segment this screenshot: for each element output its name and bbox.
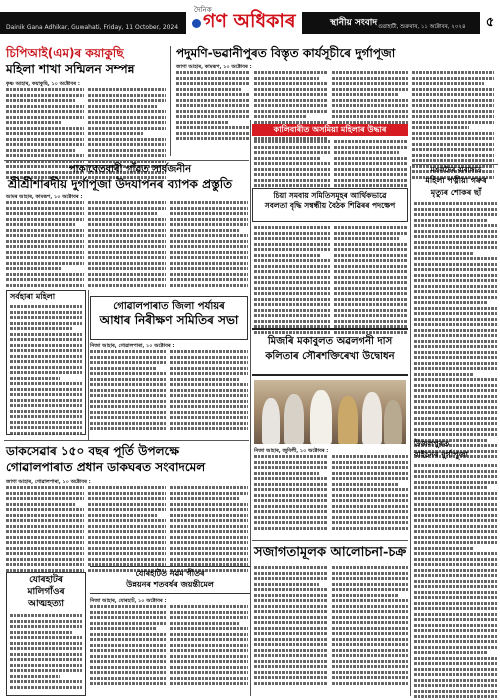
pathakbeda-body-col-1 <box>6 201 84 289</box>
tea-headline-2: সবলতা বৃদ্ধি সম্বন্ধীয় বৈঠক শিৱিৰৰ পদক্ষেপ <box>264 201 396 211</box>
cpim-headline-2: মহিলা শাখা সন্মিলন সম্পন্ন <box>6 62 135 76</box>
postal-headline-2: গোৱালপাৰাত প্ৰধান ডাকঘৰত সংবাদমেল <box>6 460 206 474</box>
minister-headline-box <box>252 328 408 376</box>
ujjalpur-headline-2: বাইচনৰ দুৰ্গাপূজা <box>414 450 468 459</box>
durga-body-col-1 <box>176 71 250 143</box>
postal-body-col-3 <box>170 486 248 574</box>
sarbahara-body <box>10 305 82 437</box>
cpim-dateline: কৃষ্ণ আহাৰ, কয়াকুছি, ১০ অক্টোবৰ : <box>6 81 80 87</box>
logo-dot-icon <box>192 19 201 28</box>
awareness-body-col-1 <box>254 566 328 687</box>
pathakbeda-body-col-2 <box>88 201 166 289</box>
logo-main-text: গণ অধিকাৰ <box>203 10 296 32</box>
jorhat-yoga-headline-2: উন্নয়নৰ শতবৰ্ষৰ জয়ন্তীমেল <box>126 579 214 589</box>
jorhat-yoga-dateline: নিজা আহাৰ, যোৰহাট, ১০ অক্টোবৰ : <box>90 598 167 604</box>
jorhat-yoga-body-col-2 <box>170 605 248 688</box>
minister-body-col-2 <box>332 455 408 532</box>
jorhat-headline-3: আত্মহত্যা <box>28 599 64 609</box>
postal-body-col-1 <box>6 486 84 574</box>
postal-dateline: জাগা আহাৰ, গোৱালপাৰা, ১০ অক্টোবৰ : <box>6 479 91 485</box>
jorhat-headline-2: মালিগাঁওৰ <box>27 587 65 597</box>
masthead <box>0 0 500 44</box>
pathakbeda-kicker: পাকাবেতবাৰী গাঁৱত সাৰ্বজনীন <box>68 164 192 175</box>
minister-headline-2: কলিতাৰ সৌৰশক্তিৰেখা উদ্বোধন <box>265 351 395 362</box>
ujjalpur-headline-1: উজলপুৰত <box>414 439 450 448</box>
masthead-date: গুৱাহাটী, শুক্ৰবাৰ, ১১ অক্টোবৰ, ২০২৪ <box>378 24 466 30</box>
goalpara-body-col-1 <box>90 350 166 433</box>
pathakbeda-dateline: আমৰ আহাৰ, কামৰূপ, ১০ অক্টোবৰ : <box>6 194 83 200</box>
minister-headline-1: মিজৰি মকাবুলত অৱলগনী দাস <box>267 336 393 347</box>
goalpara-headline-1: গোৱালপাৰাত জিলা পৰ্যায়ৰ <box>113 301 225 312</box>
jorhat-yoga-body-col-1 <box>90 605 166 688</box>
tea-headline-1: চিয়া সমবায় সমিতিসমূহৰ আৰ্থিকভাৱে <box>273 191 387 200</box>
newspaper-logo <box>186 2 302 36</box>
tea-society-box <box>252 188 408 222</box>
cpim-headline-1: চিপিআই(এম)ৰ কয়াকুছি <box>6 46 124 60</box>
masthead-edition-line: Dainik Gana Adhikar, Guwahati, Friday, 11 October, 2024 <box>6 24 179 31</box>
mangaldoi-headline-1: মঙলদৈৰ বাৰাঙ্গাত <box>430 166 482 174</box>
awareness-headline: সজাগতামূলক আলোচনা-চক্ৰ <box>254 545 407 560</box>
mangaldoi-body <box>414 202 498 461</box>
awareness-body-col-2 <box>332 566 408 687</box>
page-number: ৫ <box>478 12 500 34</box>
jorhat-yoga-headline-1: যোৰহাটত নৱম গীতৰ <box>135 569 205 578</box>
postal-headline-1: ডাকসেৱাৰ ১৫০ বছৰ পূৰ্তি উপলক্ষে <box>6 444 180 458</box>
tea-body-col-2 <box>334 226 408 336</box>
jorhat-yoga-headline-box <box>90 566 250 594</box>
durga-top-headline: পদুমণি-ভৱানীপুৰত বিস্তৃত কাৰ্যসূচীৰে দুৰ্গাপূজা <box>176 46 396 60</box>
durga-top-dateline: জাগা আহাৰ, কামৰূপ, ১০ অক্টোবৰ : <box>176 64 252 70</box>
pathakbeda-body-col-3 <box>170 201 248 289</box>
jorhat-headline-1: যোৰহাটৰ <box>29 575 63 585</box>
mangaldoi-headline-2: মহিলা পত্নীয়া গৰুৰ <box>425 176 487 185</box>
goalpara-dateline: নিজা আহাৰ, গোৱালপাৰা, ১০ অক্টোবৰ : <box>90 343 175 349</box>
pathakbeda-headline: শ্ৰীশ্ৰীশাৰদীয় দুৰ্গাপূজা উদযাপনৰ ব্যাপক প্ৰস্তুতি <box>8 177 233 191</box>
minister-photo <box>254 380 406 444</box>
section-title: স্থানীয় সংবাদ <box>330 18 378 28</box>
goalpara-headline-2: আধাৰ নিৰীক্ষণ সমিতিৰ সভা <box>99 313 239 327</box>
kalibari-banner: কালিবাৰীত অসমিয়া মহিলাৰ উদ্ধাৰ <box>252 124 408 136</box>
logo-small-text: দৈনিক <box>194 6 212 14</box>
jorhat-body <box>10 614 82 691</box>
tea-body-col-1 <box>254 226 330 336</box>
durga-body-col-3 <box>332 71 408 126</box>
sarbahara-headline: সৰ্বহাৰা মহিলা <box>10 292 56 301</box>
minister-dateline: নিজা আহাৰ, জুবিলী, ১০ অক্টোবৰ : <box>254 448 329 454</box>
postal-body-col-2 <box>88 486 166 574</box>
minister-body-col-1 <box>254 455 328 532</box>
goalpara-meeting-box <box>90 296 248 340</box>
goalpara-body-col-2 <box>170 350 248 433</box>
mangaldoi-headline-3: মৃত্যুৰ শোকৰ ছাঁ <box>430 188 482 197</box>
ujjalpur-body <box>414 464 498 700</box>
